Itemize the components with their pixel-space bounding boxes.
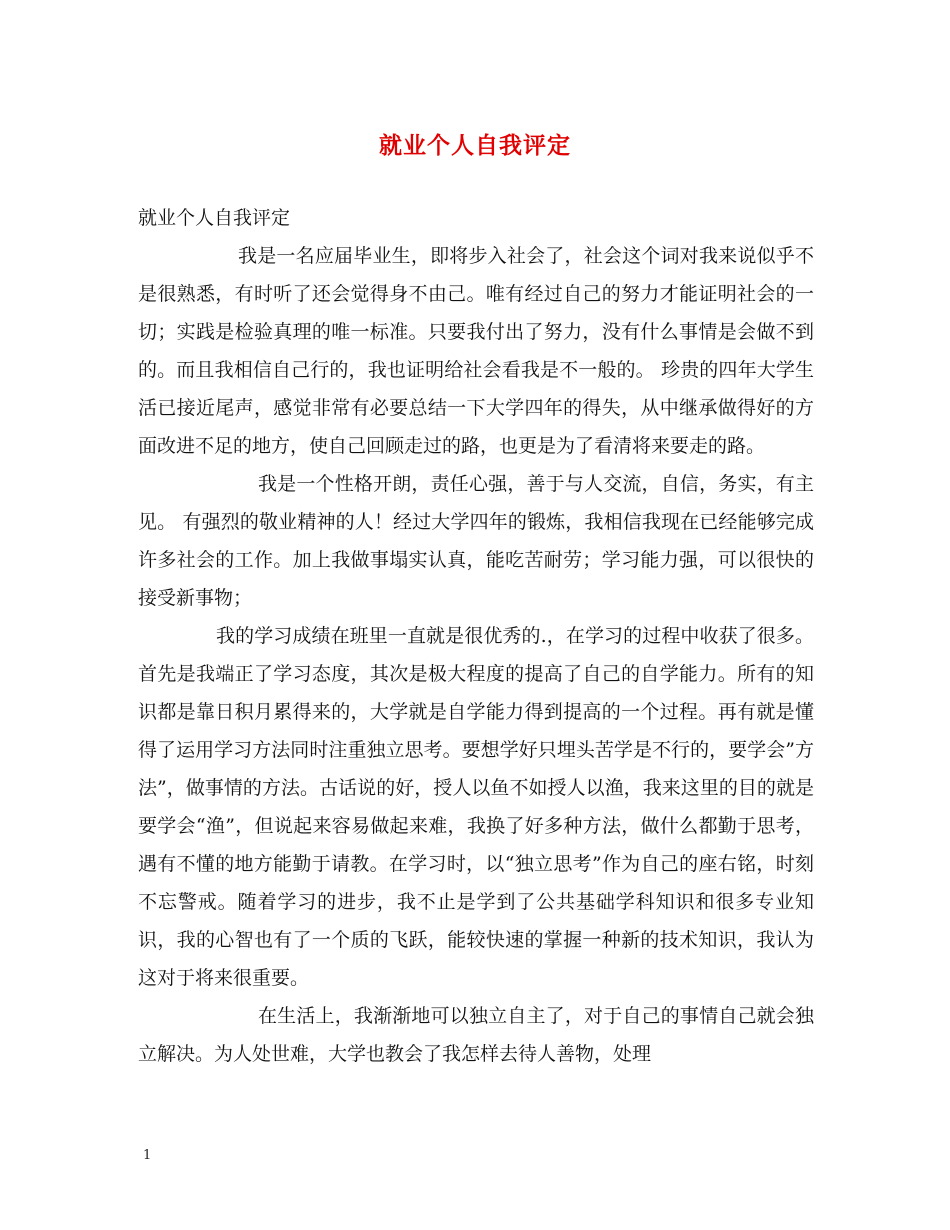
paragraph-1: 我是一名应届毕业生，即将步入社会了，社会这个词对我来说似乎不是很熟悉，有时听了还会觉得身不由己。唯有经过自己的努力才能证明社会的一切；实践是检验真理的唯一标准。只要我付出了努力，没有什么事情是会做不到的。而且我相信自己行的，我也证明给社会看我是不一般的。 珍贵的四年大学生活已接近尾声，感觉非常有必要总结一下大学四年的得失，从中继承做得好的方面改进不足的地方，使自己回顾走过的路，也更是为了看清将来要走的路。 (138, 245, 814, 457)
paragraph-4: 在生活上，我渐渐地可以独立自主了，对于自己的事情自己就会独立解决。为人处世难，大学也教会了我怎样去待人善物，处理 (138, 1005, 814, 1065)
page-number: 1 (143, 1148, 152, 1163)
paragraph-2: 我是一个性格开朗，责任心强，善于与人交流，自信，务实，有主见。 有强烈的敬业精神的人！经过大学四年的锻炼，我相信我现在已经能够完成许多社会的工作。加上我做事塌实认真，能吃苦耐劳；学习能力强，可以很快的接受新事物； (138, 473, 814, 609)
document-subtitle: 就业个人自我评定 (138, 207, 291, 229)
document-body (138, 199, 814, 1073)
document-title: 就业个人自我评定 (379, 132, 571, 159)
paragraph-3: 我的学习成绩在班里一直就是很优秀的.，在学习的过程中收获了很多。首先是我端正了学习态度，其次是极大程度的提高了自己的自学能力。所有的知识都是靠日积月累得来的，大学就是自学能力得到提高的一个过程。再有就是懂得了运用学习方法同时注重独立思考。要想学好只埋头苦学是不行的，要学会”方法”，做事情的方法。古话说的好，授人以鱼不如授人以渔，我来这里的目的就是要学会“渔”，但说起来容易做起来难，我换了好多种方法，做什么都勤于思考，遇有不懂的地方能勤于请教。在学习时，以“独立思考”作为自己的座右铭，时刻不忘警戒。随着学习的进步，我不止是学到了公共基础学科知识和很多专业知识，我的心智也有了一个质的飞跃，能较快速的掌握一种新的技术知识，我认为这对于将来很重要。 (138, 625, 814, 989)
